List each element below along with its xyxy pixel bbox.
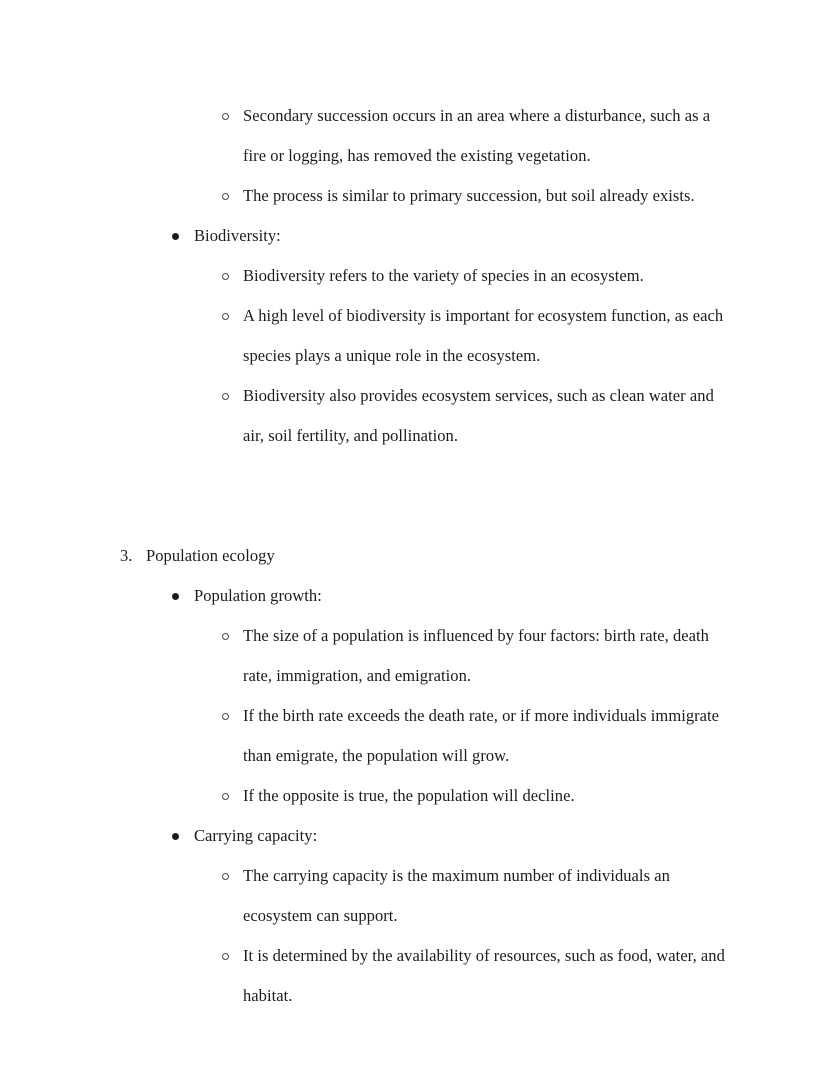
list-item xyxy=(243,616,728,696)
list-item-text: A high level of biodiversity is important for ecosystem function, as each species plays a unique role in the ecosystem. xyxy=(243,306,724,365)
bullet-circle-glyph xyxy=(222,793,229,800)
bullet-circle-glyph xyxy=(222,873,229,880)
bullet-disc-glyph xyxy=(172,833,179,840)
list-item-text: The size of a population is influenced by four factors: birth rate, death rate, immigration, and emigration. xyxy=(243,626,709,685)
bullet-circle-glyph xyxy=(222,633,229,640)
list-item xyxy=(243,176,728,216)
list-item-text: It is determined by the availability of resources, such as food, water, and habitat. xyxy=(243,946,725,1005)
list-item-text: If the opposite is true, the population will decline. xyxy=(243,786,575,805)
list-item-text: Biodiversity: xyxy=(194,226,281,245)
list-item xyxy=(243,296,728,376)
list-item xyxy=(243,696,728,776)
list-item-text: Population growth: xyxy=(194,586,322,605)
list-item-text: Biodiversity refers to the variety of species in an ecosystem. xyxy=(243,266,644,285)
bullet-circle-icon xyxy=(222,256,229,296)
list-item xyxy=(243,936,728,1016)
bullet-circle-glyph xyxy=(222,713,229,720)
bullet-disc-glyph xyxy=(172,593,179,600)
bullet-circle-glyph xyxy=(222,193,229,200)
list-item-text: Biodiversity also provides ecosystem services, such as clean water and air, soil fertility, and pollination. xyxy=(243,386,714,445)
list-item-text: Population ecology xyxy=(146,546,275,565)
bullet-circle-icon xyxy=(222,696,229,736)
list-item-text: Carrying capacity: xyxy=(194,826,318,845)
list-item xyxy=(194,576,726,616)
bullet-circle-glyph xyxy=(222,313,229,320)
list-item-text: The process is similar to primary succession, but soil already exists. xyxy=(243,186,695,205)
list-item-text: If the birth rate exceeds the death rate, or if more individuals immigrate than emigrate, the population will grow. xyxy=(243,706,720,765)
list-item-text: Secondary succession occurs in an area where a disturbance, such as a fire or logging, has removed the existing vegetation. xyxy=(243,106,711,165)
section-spacer xyxy=(0,456,828,536)
bullet-disc-icon xyxy=(172,576,179,616)
bullet-circle-glyph xyxy=(222,953,229,960)
bullet-circle-icon xyxy=(222,936,229,976)
bullet-circle-glyph xyxy=(222,393,229,400)
list-number: 3. xyxy=(120,546,133,565)
bullet-disc-glyph xyxy=(172,233,179,240)
bullet-circle-glyph xyxy=(222,113,229,120)
document-body xyxy=(0,96,828,1016)
list-item xyxy=(243,856,728,936)
list-item xyxy=(243,96,728,176)
bullet-circle-icon xyxy=(222,296,229,336)
bullet-circle-glyph xyxy=(222,273,229,280)
bullet-circle-icon xyxy=(222,376,229,416)
bullet-circle-icon xyxy=(222,176,229,216)
list-item xyxy=(243,776,728,816)
list-item-text: The carrying capacity is the maximum number of individuals an ecosystem can support. xyxy=(243,866,670,925)
list-item xyxy=(120,536,726,576)
bullet-disc-icon xyxy=(172,816,179,856)
bullet-disc-icon xyxy=(172,216,179,256)
bullet-circle-icon xyxy=(222,616,229,656)
list-item xyxy=(194,816,726,856)
list-item xyxy=(243,256,728,296)
list-item xyxy=(243,376,728,456)
bullet-circle-icon xyxy=(222,776,229,816)
bullet-circle-icon xyxy=(222,96,229,136)
list-item xyxy=(194,216,726,256)
bullet-circle-icon xyxy=(222,856,229,896)
